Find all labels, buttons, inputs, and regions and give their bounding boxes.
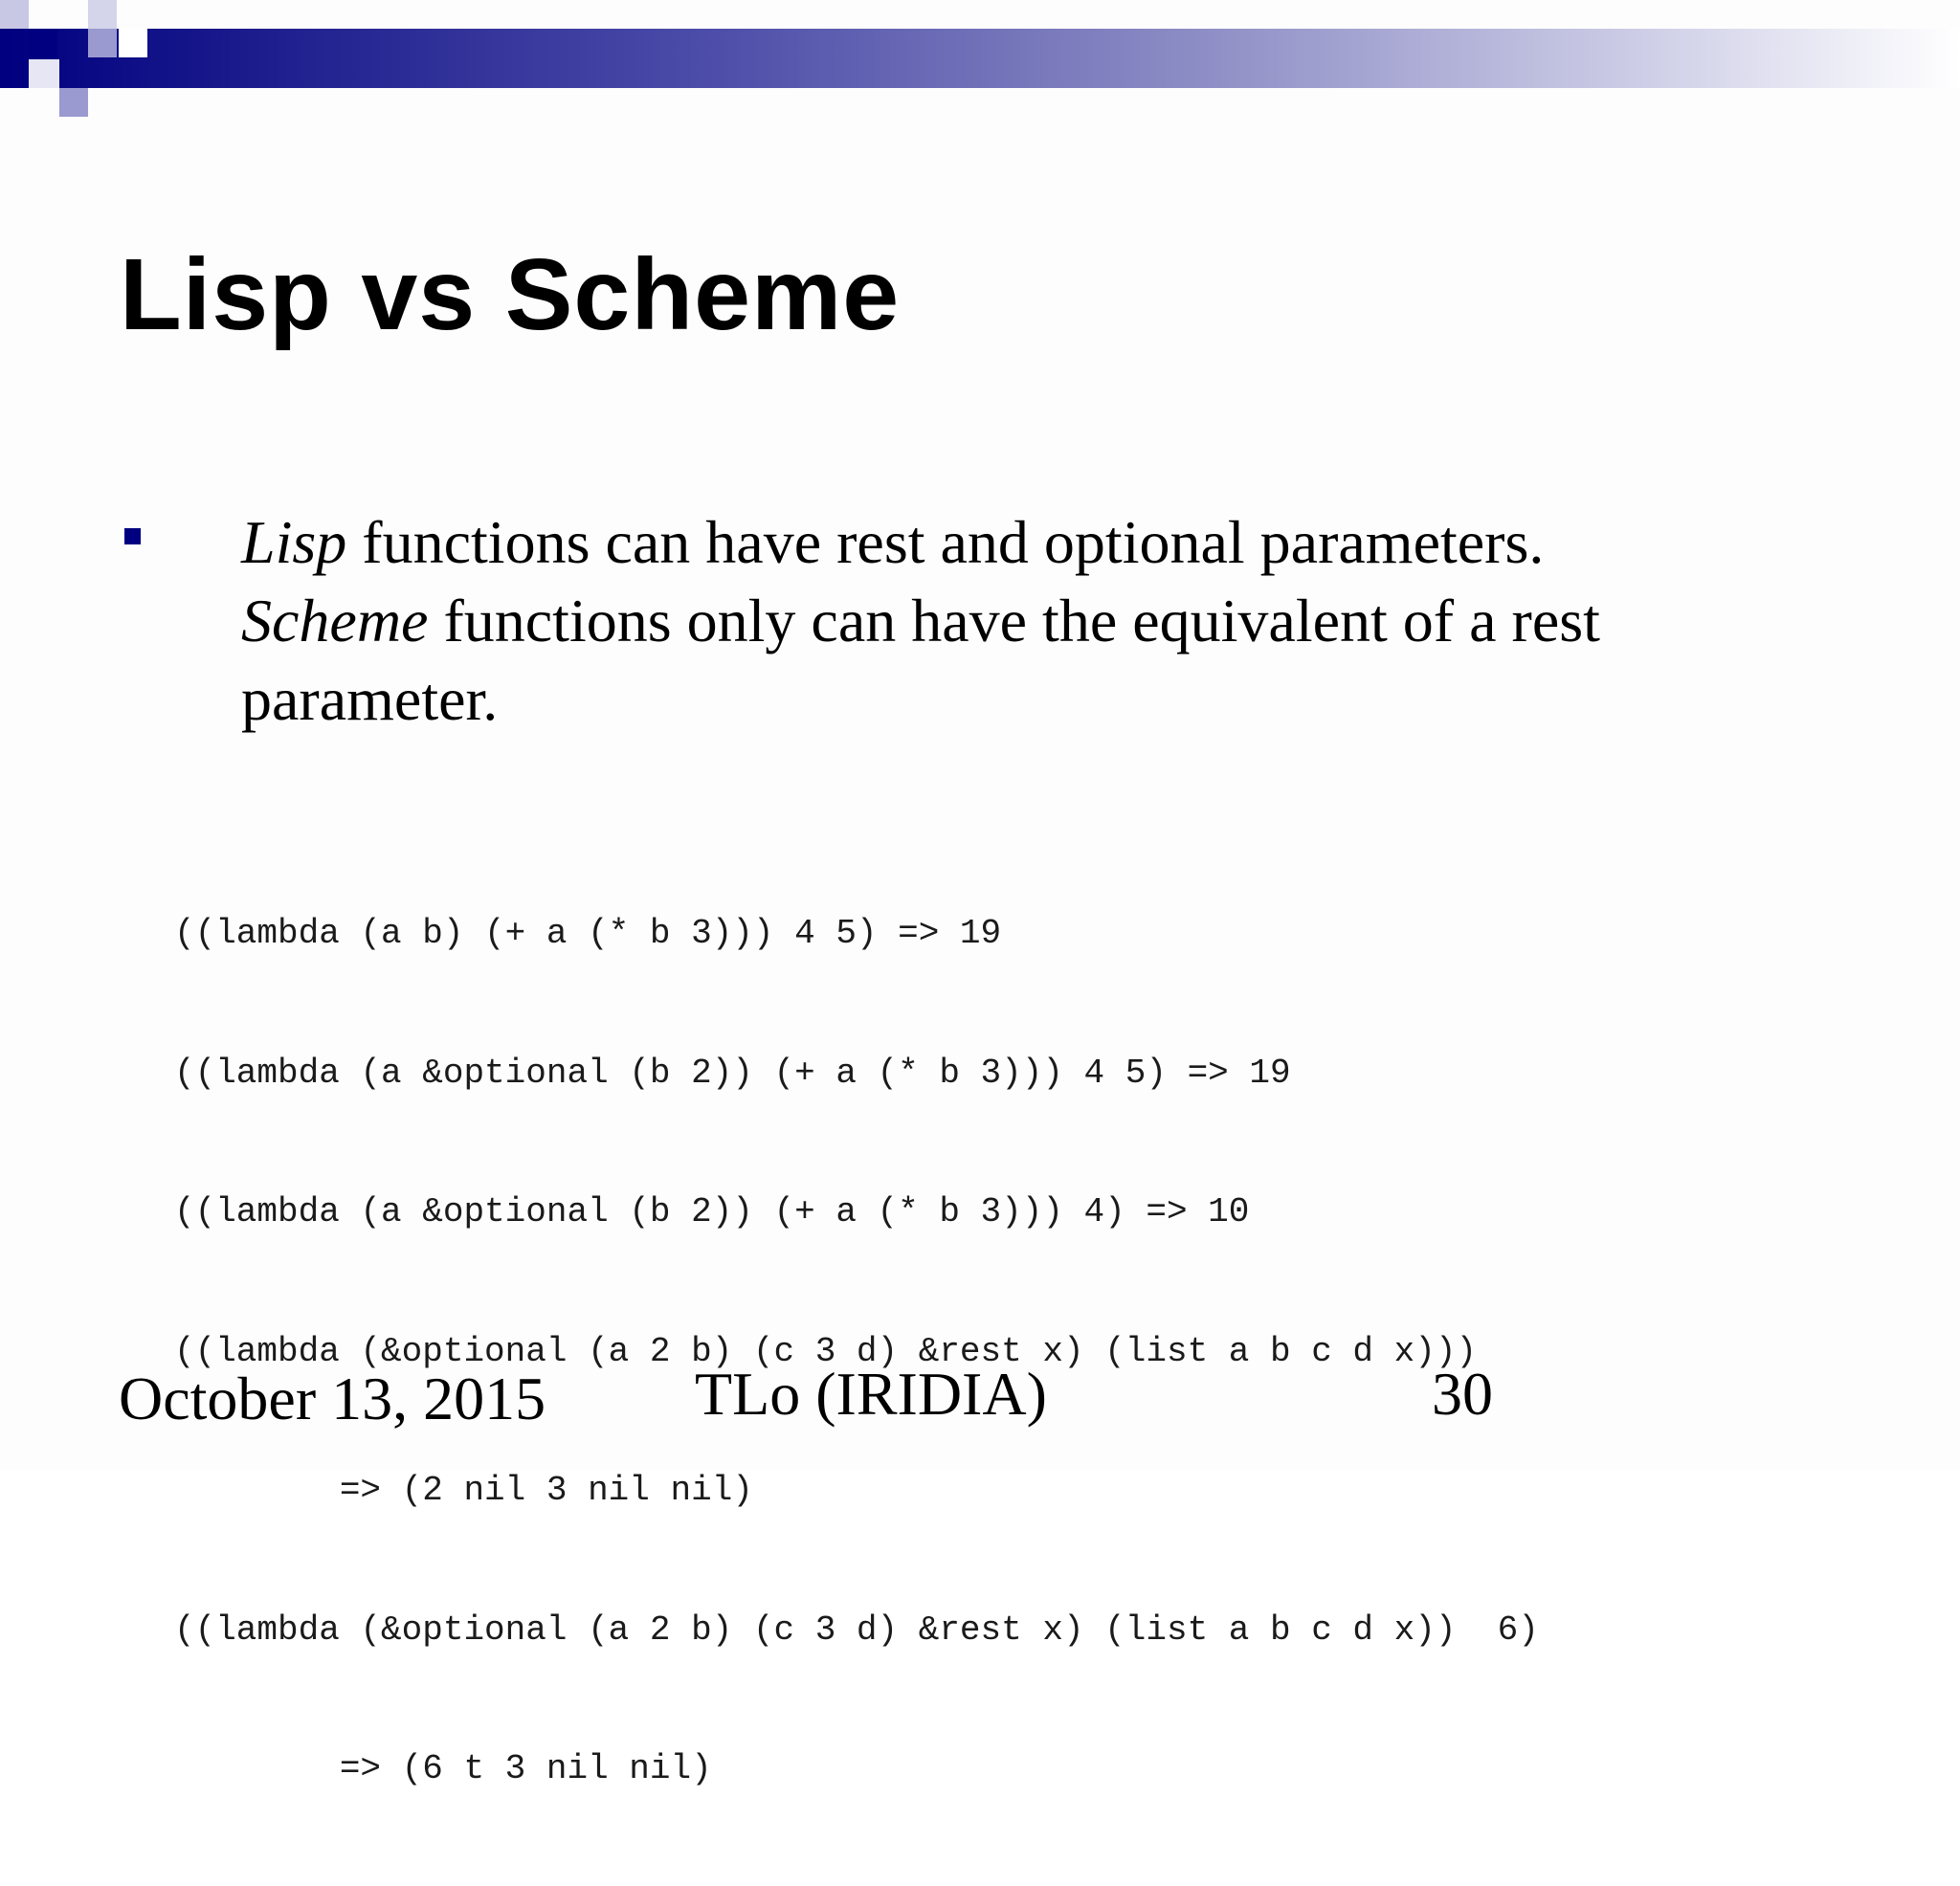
code-line: ((lambda (a &optional (b 2)) (+ a (* b 3))) 4) => 10 [174,1192,1250,1231]
code-line: => (2 nil 3 nil nil) [174,1471,753,1510]
bullet-paragraph [241,503,1734,739]
footer-page-number: 30 [1432,1360,1493,1428]
footer-author: TLo (IRIDIA) [695,1360,1047,1428]
deco-square-dark-1 [29,29,57,57]
code-line: ((lambda (a b) (+ a (* b 3))) 4 5) => 19 [174,914,1002,953]
footer-date: October 13, 2015 [119,1365,546,1432]
code-line: ((lambda (a &optional (b 2)) (+ a (* b 3))) 4 5) => 19 [174,1053,1291,1093]
bullet-lisp-text: functions can have rest and optional parameters. [346,508,1545,576]
deco-square-light-2 [88,0,117,29]
deco-square-light-1 [0,0,29,29]
bullet-square-icon [124,528,141,544]
slide-title: Lisp vs Scheme [120,238,901,351]
bullet-lisp-term: Lisp [241,508,347,576]
deco-square-light-4 [59,88,88,117]
code-line: ((lambda (&optional (a 2 b) (c 3 d) &rest x) (list a b c d x)) 6) [174,1609,1539,1650]
deco-square-light-5 [29,59,59,88]
code-line: ((lambda (&optional (a 2 b) (c 3 d) &rest x) (list a b c d x))) [174,1331,1478,1371]
deco-square-light-3 [88,29,117,57]
header-gradient-band [0,29,1960,88]
deco-square-white-1 [119,29,147,57]
code-block [174,818,1539,1886]
bullet-scheme-term: Scheme [241,587,429,655]
bullet-scheme-text: functions only can have the equivalent of a rest parameter. [241,587,1600,733]
code-line: => (6 t 3 nil nil) [174,1749,712,1788]
